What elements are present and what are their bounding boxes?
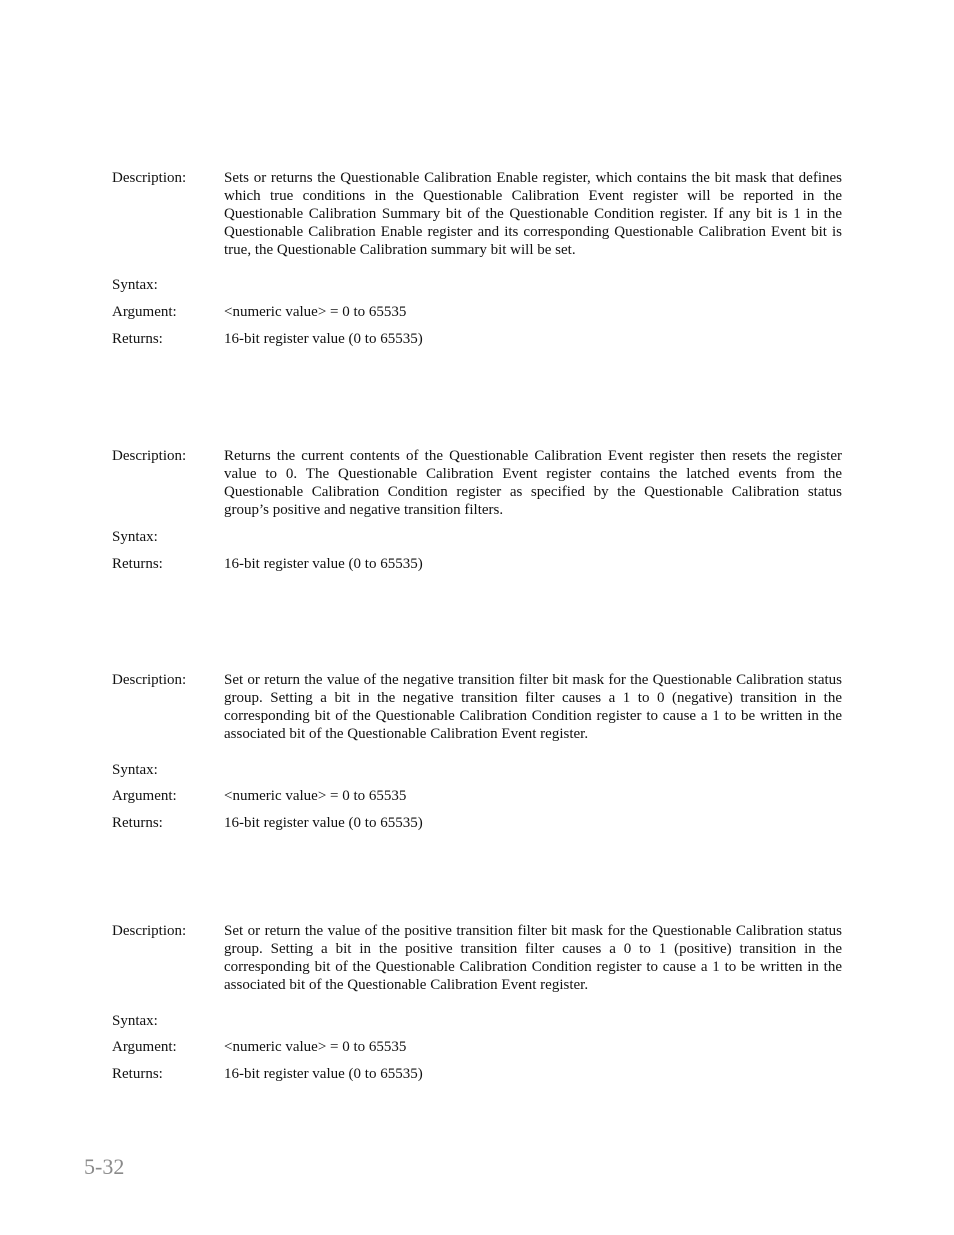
- argument-row: [112, 303, 842, 321]
- description-label: Description:: [112, 170, 187, 186]
- syntax-row: [112, 528, 842, 546]
- description-row: [112, 922, 842, 994]
- description-label: Description:: [112, 448, 187, 464]
- syntax-label: Syntax:: [112, 277, 158, 293]
- description-text: Set or return the value of the positive transition filter bit mask for the Questionable Calibration status group. Setting a bit in the positive transition filter causes a 0 to 1 (positive) transition in the corresponding bit of the Questionable Calibration Condition register to cause a 1 to be written in the associated bit of the Questionable Calibration Event register.: [224, 923, 842, 993]
- argument-label: Argument:: [112, 304, 177, 320]
- description-label: Description:: [112, 672, 187, 688]
- returns-row: [112, 330, 842, 348]
- argument-label: Argument:: [112, 1039, 177, 1055]
- command-entry-2: [112, 447, 842, 573]
- argument-text: <numeric value> = 0 to 65535: [224, 1039, 407, 1055]
- description-label: Description:: [112, 923, 187, 939]
- returns-label: Returns:: [112, 1066, 163, 1082]
- returns-row: [112, 1065, 842, 1083]
- description-text: Set or return the value of the negative transition filter bit mask for the Questionable Calibration status group. Setting a bit in the negative transition filter causes a 1 to 0 (negative) transition in the corresponding bit of the Questionable Calibration Condition register to cause a 1 to be written in the associated bit of the Questionable Calibration Event register.: [224, 672, 842, 742]
- syntax-row: [112, 1012, 842, 1030]
- syntax-label: Syntax:: [112, 529, 158, 545]
- command-entry-3: [112, 671, 842, 832]
- description-text: Sets or returns the Questionable Calibration Enable register, which contains the bit mask that defines which true conditions in the Questionable Calibration Event register will be reported in the Questionable Calibration Summary bit of the Questionable Condition register. If any bit is 1 in the Questionable Calibration Enable register and its corresponding Questionable Calibration Event bit is true, the Questionable Calibration summary bit will be set.: [224, 170, 842, 258]
- syntax-label: Syntax:: [112, 1013, 158, 1029]
- returns-row: [112, 555, 842, 573]
- argument-label: Argument:: [112, 788, 177, 804]
- returns-text: 16-bit register value (0 to 65535): [224, 331, 423, 347]
- argument-text: <numeric value> = 0 to 65535: [224, 788, 407, 804]
- description-text: Returns the current contents of the Questionable Calibration Event register then resets the register value to 0. The Questionable Calibration Event register contains the latched events from the Questionable Calibration Condition register as specified by the Questionable Calibration status group’s positive and negative transition filters.: [224, 448, 842, 518]
- page-number: 5-32: [84, 1154, 125, 1179]
- command-entry-1: [112, 169, 842, 348]
- returns-text: 16-bit register value (0 to 65535): [224, 1066, 423, 1082]
- description-row: [112, 447, 842, 519]
- returns-text: 16-bit register value (0 to 65535): [224, 556, 423, 572]
- returns-label: Returns:: [112, 556, 163, 572]
- returns-label: Returns:: [112, 815, 163, 831]
- returns-row: [112, 814, 842, 832]
- returns-label: Returns:: [112, 331, 163, 347]
- argument-row: [112, 787, 842, 805]
- description-row: [112, 169, 842, 259]
- syntax-label: Syntax:: [112, 762, 158, 778]
- argument-row: [112, 1038, 842, 1056]
- argument-text: <numeric value> = 0 to 65535: [224, 304, 407, 320]
- syntax-row: [112, 761, 842, 779]
- syntax-row: [112, 276, 842, 294]
- command-entry-4: [112, 922, 842, 1083]
- returns-text: 16-bit register value (0 to 65535): [224, 815, 423, 831]
- description-row: [112, 671, 842, 743]
